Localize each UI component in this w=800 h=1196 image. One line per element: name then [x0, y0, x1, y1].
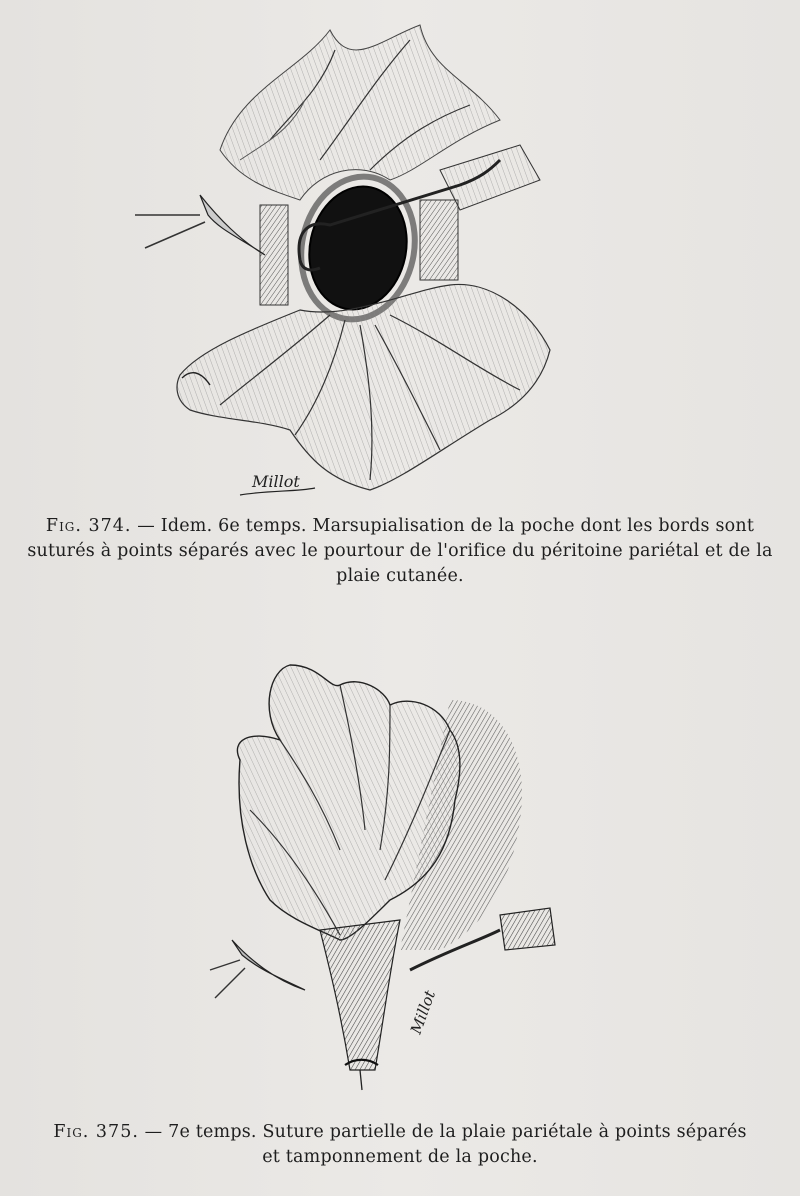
- caption-figure-374: [20, 514, 780, 589]
- figure-375-label: Fig. 375.: [53, 1122, 139, 1142]
- caption-375-line1: — 7e temps. Suture partielle de la plaie pariétale à points séparés: [138, 1122, 747, 1142]
- figure-374-illustration: [120, 10, 570, 505]
- caption-figure-375: [20, 1120, 780, 1170]
- caption-374-line2: suturés à points séparés avec le pourtour de l'orifice du péritoine pariétal et de la: [27, 541, 773, 561]
- figure-375-illustration: [200, 650, 580, 1095]
- caption-374-line1: — Idem. 6e temps. Marsupialisation de la poche dont les bords sont: [131, 516, 755, 536]
- signature-millot-374: Millot: [252, 472, 300, 491]
- figure-374-label: Fig. 374.: [45, 516, 132, 536]
- signature-millot-375: Millot: [406, 988, 440, 1037]
- caption-375-line2: et tamponnement de la poche.: [262, 1147, 538, 1167]
- caption-374-line3: plaie cutanée.: [336, 566, 464, 586]
